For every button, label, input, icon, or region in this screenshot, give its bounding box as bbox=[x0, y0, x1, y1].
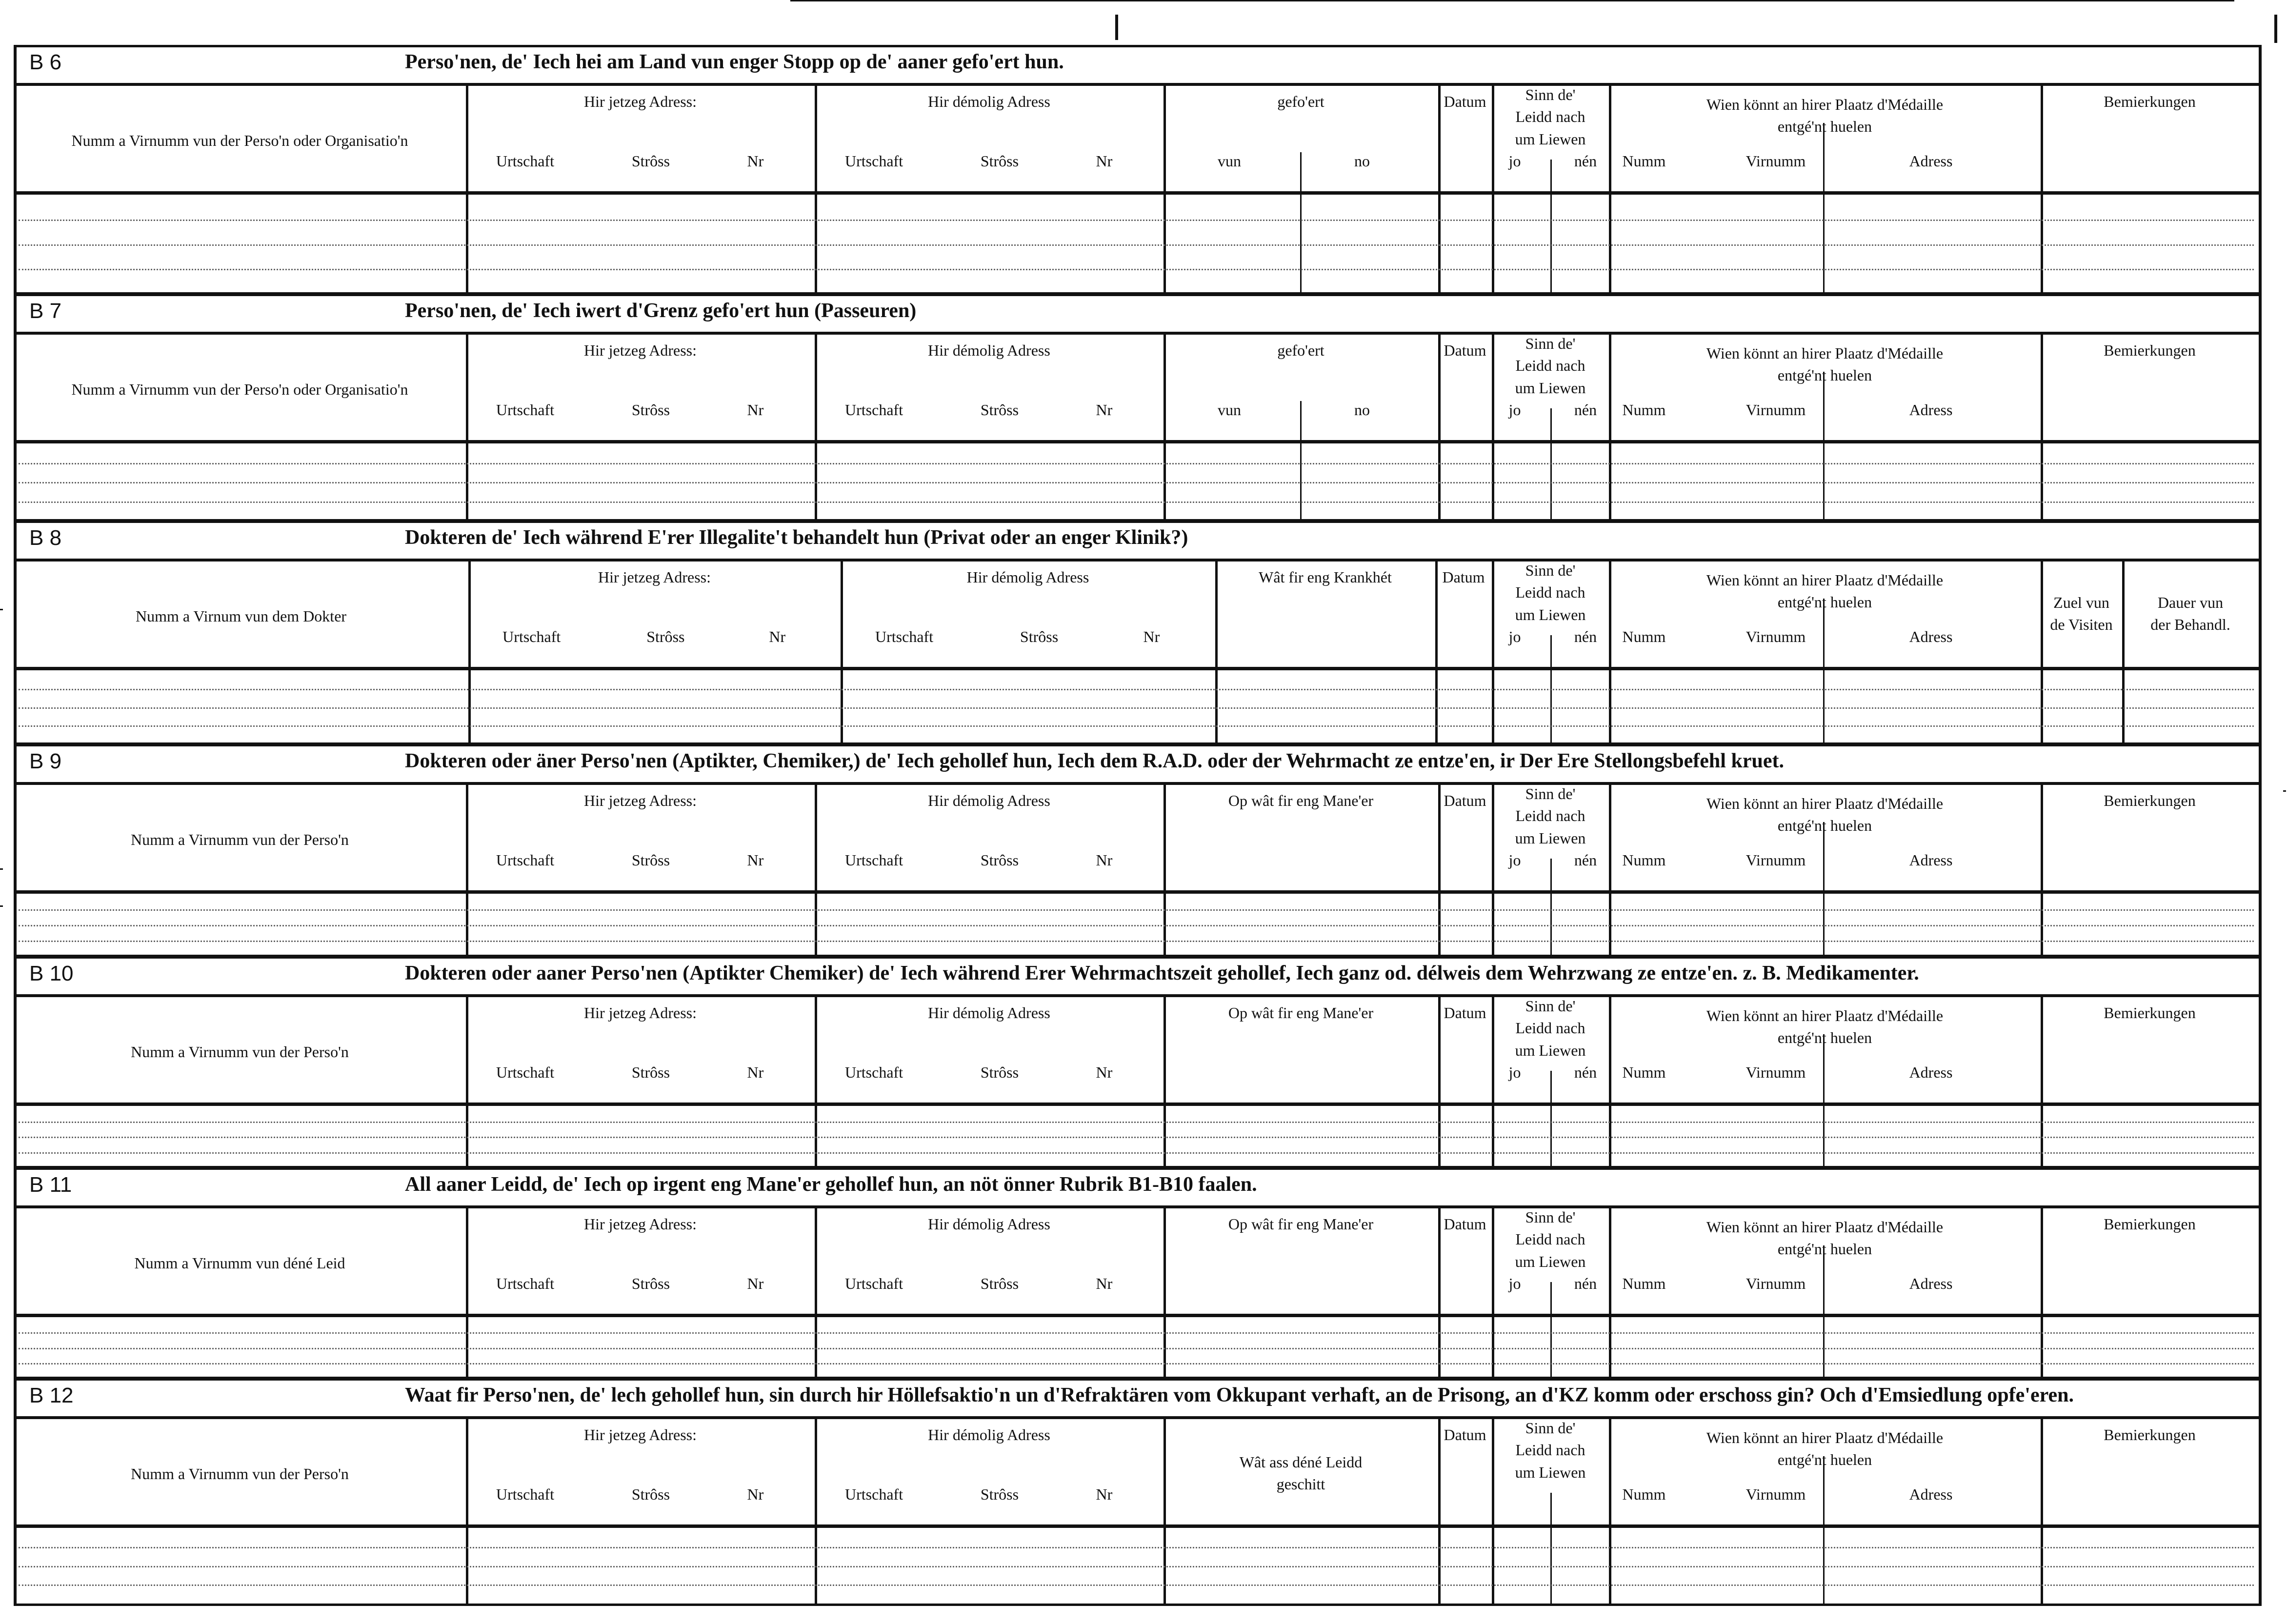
medal-firstname-label: Virnumm bbox=[1745, 851, 1806, 869]
medal-address-label: Adress bbox=[1909, 628, 1953, 645]
remarks-header: Bemierkungen bbox=[2104, 1215, 2196, 1233]
margin-tick bbox=[0, 868, 3, 870]
outer-frame-bottom bbox=[14, 1604, 2262, 1606]
former-street-label: Strôss bbox=[980, 1275, 1019, 1292]
no-label: nén bbox=[1574, 1063, 1597, 1081]
column-subdivider bbox=[1550, 408, 1552, 521]
former-address-header: Hir démolig Adress bbox=[928, 341, 1050, 359]
entry-line bbox=[19, 1584, 2254, 1586]
medal-address-label: Adress bbox=[1909, 1485, 1953, 1503]
no-label: nén bbox=[1574, 851, 1597, 869]
entry-line bbox=[19, 244, 2254, 246]
outer-frame-top bbox=[14, 45, 2262, 47]
medal-surname-label: Numm bbox=[1622, 1275, 1666, 1292]
column-divider bbox=[1164, 1205, 1166, 1378]
date-header: Datum bbox=[1444, 1215, 1486, 1233]
medal-address-label: Adress bbox=[1909, 1275, 1953, 1292]
medal-firstname-label: Virnumm bbox=[1745, 401, 1806, 419]
column-divider bbox=[1435, 559, 1438, 744]
former-number-label: Nr bbox=[1143, 628, 1160, 645]
former-street-label: Strôss bbox=[980, 851, 1019, 869]
medal-recipient-header: Wien könnt an hirer Plaatz d'Médaille entgé'nt huelen bbox=[1706, 1007, 1944, 1047]
medal-surname-label: Numm bbox=[1622, 851, 1666, 869]
entry-line bbox=[19, 1137, 2254, 1138]
medal-recipient-header: Wien könnt an hirer Plaatz d'Médaille entgé'nt huelen bbox=[1706, 795, 1944, 835]
column-divider bbox=[841, 559, 843, 744]
no-label: nén bbox=[1574, 152, 1597, 170]
current-locality-label: Urtschaft bbox=[502, 628, 561, 645]
section-separator bbox=[14, 1377, 2262, 1381]
transported-from-label: vun bbox=[1218, 152, 1241, 170]
current-address-header: Hir jetzeg Adress: bbox=[583, 341, 697, 359]
medal-firstname-label: Virnumm bbox=[1745, 628, 1806, 645]
current-locality-label: Urtschaft bbox=[496, 1275, 555, 1292]
column-subdivider bbox=[1823, 1456, 1825, 1604]
entry-line bbox=[19, 501, 2254, 503]
column-divider bbox=[1492, 559, 1494, 744]
extra-column-header: Op wât fir eng Mane'er bbox=[1228, 792, 1374, 809]
former-locality-label: Urtschaft bbox=[845, 152, 903, 170]
column-divider bbox=[1492, 1205, 1494, 1378]
column-divider bbox=[815, 332, 817, 521]
former-number-label: Nr bbox=[1096, 1063, 1113, 1081]
entry-line bbox=[19, 269, 2254, 270]
current-locality-label: Urtschaft bbox=[496, 152, 555, 170]
section-title: Dokteren de' Iech während E'rer Illegalite't behandelt hun (Privat oder an enger Klinik?) bbox=[405, 526, 1188, 549]
column-divider bbox=[1164, 83, 1166, 294]
column-subdivider bbox=[1823, 1034, 1825, 1167]
column-divider bbox=[2041, 83, 2043, 294]
column-divider bbox=[466, 332, 468, 521]
date-header: Datum bbox=[1444, 93, 1486, 110]
medal-surname-label: Numm bbox=[1622, 1063, 1666, 1081]
entry-line bbox=[19, 1566, 2254, 1567]
current-address-header: Hir jetzeg Adress: bbox=[583, 1426, 697, 1444]
header-bottom-rule bbox=[14, 1314, 2262, 1317]
current-street-label: Strôss bbox=[631, 851, 670, 869]
column-divider bbox=[2041, 559, 2043, 744]
medal-firstname-label: Virnumm bbox=[1745, 152, 1806, 170]
date-header: Datum bbox=[1444, 341, 1486, 359]
what-happened-header: Wât ass déné Leidd geschitt bbox=[1239, 1453, 1363, 1493]
column-divider bbox=[1492, 1416, 1494, 1604]
registration-mark bbox=[2274, 15, 2277, 43]
section-separator bbox=[14, 292, 2262, 296]
column-divider bbox=[1609, 1205, 1611, 1378]
name-column-header: Numm a Virnumm vun déné Leid bbox=[134, 1254, 345, 1272]
former-locality-label: Urtschaft bbox=[845, 1063, 903, 1081]
medal-recipient-header: Wien könnt an hirer Plaatz d'Médaille entgé'nt huelen bbox=[1706, 344, 1944, 384]
former-address-header: Hir démolig Adress bbox=[928, 1426, 1050, 1444]
header-bottom-rule bbox=[14, 191, 2262, 195]
former-locality-label: Urtschaft bbox=[875, 628, 934, 645]
remarks-header: Bemierkungen bbox=[2104, 93, 2196, 110]
former-number-label: Nr bbox=[1096, 401, 1113, 419]
name-column-header: Numm a Virnumm vun der Perso'n bbox=[131, 1465, 349, 1483]
remarks-header: Bemierkungen bbox=[2104, 341, 2196, 359]
header-bottom-rule bbox=[14, 1524, 2262, 1528]
former-address-header: Hir démolig Adress bbox=[928, 1004, 1050, 1022]
medal-recipient-header: Wien könnt an hirer Plaatz d'Médaille entgé'nt huelen bbox=[1706, 571, 1944, 611]
yes-label: jo bbox=[1508, 628, 1521, 645]
column-subdivider bbox=[1550, 160, 1552, 294]
entry-line bbox=[19, 725, 2254, 727]
section-separator bbox=[14, 519, 2262, 523]
outer-frame-left bbox=[14, 45, 17, 1606]
former-address-header: Hir démolig Adress bbox=[928, 93, 1050, 110]
current-number-label: Nr bbox=[747, 1275, 764, 1292]
medal-address-label: Adress bbox=[1909, 851, 1953, 869]
transported-to-label: no bbox=[1354, 152, 1370, 170]
date-header: Datum bbox=[1442, 568, 1485, 586]
current-number-label: Nr bbox=[747, 1485, 764, 1503]
section-separator bbox=[14, 955, 2262, 959]
saved-lives-header: Sinn de' Leidd nach um Liewen bbox=[1515, 86, 1586, 148]
section-band-rule bbox=[14, 332, 2262, 335]
entry-line bbox=[19, 1547, 2254, 1548]
column-divider bbox=[1609, 559, 1611, 744]
section-band-rule bbox=[14, 1205, 2262, 1208]
current-address-header: Hir jetzeg Adress: bbox=[598, 568, 711, 586]
column-divider bbox=[466, 782, 468, 956]
current-number-label: Nr bbox=[747, 152, 764, 170]
current-street-label: Strôss bbox=[631, 1275, 670, 1292]
column-divider bbox=[1438, 332, 1441, 521]
column-divider bbox=[2041, 332, 2043, 521]
name-column-header: Numm a Virnumm vun der Perso'n oder Organisatio'n bbox=[71, 381, 408, 398]
medal-recipient-header: Wien könnt an hirer Plaatz d'Médaille entgé'nt huelen bbox=[1706, 1429, 1944, 1469]
column-divider bbox=[1609, 332, 1611, 521]
top-edge-rule bbox=[790, 0, 2234, 1]
current-locality-label: Urtschaft bbox=[496, 401, 555, 419]
medal-address-label: Adress bbox=[1909, 152, 1953, 170]
transported-header: gefo'ert bbox=[1277, 93, 1324, 110]
entry-line bbox=[19, 1122, 2254, 1123]
column-divider bbox=[468, 559, 471, 744]
saved-lives-header: Sinn de' Leidd nach um Liewen bbox=[1515, 785, 1586, 847]
section-band-rule bbox=[14, 994, 2262, 997]
column-divider bbox=[2041, 994, 2043, 1167]
section-code: B 10 bbox=[29, 962, 74, 985]
saved-lives-header: Sinn de' Leidd nach um Liewen bbox=[1515, 1419, 1586, 1481]
medal-recipient-header: Wien könnt an hirer Plaatz d'Médaille entgé'nt huelen bbox=[1706, 96, 1944, 136]
column-divider bbox=[1438, 994, 1441, 1167]
current-street-label: Strôss bbox=[631, 1485, 670, 1503]
section-code: B 9 bbox=[29, 749, 62, 773]
column-subdivider bbox=[1823, 123, 1825, 294]
medal-recipient-header: Wien könnt an hirer Plaatz d'Médaille entgé'nt huelen bbox=[1706, 1218, 1944, 1258]
entry-line bbox=[19, 689, 2254, 690]
entry-line bbox=[19, 1152, 2254, 1154]
section-title: All aaner Leidd, de' Iech op irgent eng Mane'er gehollef hun, an nöt önner Rubrik B1-B10 faalen. bbox=[405, 1173, 1257, 1196]
extra-column-header: Op wât fir eng Mane'er bbox=[1228, 1215, 1374, 1233]
column-divider bbox=[1438, 1416, 1441, 1604]
header-bottom-rule bbox=[14, 667, 2262, 670]
transported-from-label: vun bbox=[1218, 401, 1241, 419]
former-street-label: Strôss bbox=[980, 1063, 1019, 1081]
visits-count-header: Zuel vun de Visiten bbox=[2050, 594, 2113, 634]
section-title: Dokteren oder aaner Perso'nen (Aptikter Chemiker) de' Iech während Erer Wehrmachtszeit gehollef, Iech ganz od. délweis dem Wehrzwang ze entze'en. z. B. Medikamenter. bbox=[405, 962, 1919, 984]
medal-surname-label: Numm bbox=[1622, 401, 1666, 419]
column-divider bbox=[1438, 1205, 1441, 1378]
section-title: Perso'nen, de' Iech iwert d'Grenz gefo'ert hun (Passeuren) bbox=[405, 300, 917, 322]
medal-firstname-label: Virnumm bbox=[1745, 1485, 1806, 1503]
remarks-header: Bemierkungen bbox=[2104, 792, 2196, 809]
current-locality-label: Urtschaft bbox=[496, 851, 555, 869]
current-number-label: Nr bbox=[769, 628, 786, 645]
entry-line bbox=[19, 463, 2254, 464]
section-band-rule bbox=[14, 83, 2262, 86]
medal-firstname-label: Virnumm bbox=[1745, 1275, 1806, 1292]
column-divider bbox=[2041, 1416, 2043, 1604]
saved-lives-header: Sinn de' Leidd nach um Liewen bbox=[1515, 561, 1586, 623]
current-locality-label: Urtschaft bbox=[496, 1063, 555, 1081]
current-street-label: Strôss bbox=[631, 401, 670, 419]
date-header: Datum bbox=[1444, 1004, 1486, 1022]
name-column-header: Numm a Virnumm vun der Perso'n bbox=[131, 831, 349, 848]
section-separator bbox=[14, 1166, 2262, 1170]
current-number-label: Nr bbox=[747, 401, 764, 419]
treatment-duration-header: Dauer vun der Behandl. bbox=[2150, 594, 2230, 634]
column-divider bbox=[466, 994, 468, 1167]
column-divider bbox=[815, 1205, 817, 1378]
column-subdivider bbox=[1300, 152, 1302, 294]
remarks-header: Bemierkungen bbox=[2104, 1004, 2196, 1022]
column-divider bbox=[815, 83, 817, 294]
column-divider bbox=[1215, 559, 1218, 744]
name-column-header: Numm a Virnum vun dem Dokter bbox=[135, 607, 347, 625]
section-title: Perso'nen, de' Iech hei am Land vun enger Stopp op de' aaner gefo'ert hun. bbox=[405, 51, 1064, 73]
former-number-label: Nr bbox=[1096, 1485, 1113, 1503]
registration-mark bbox=[1115, 15, 1118, 40]
no-label: nén bbox=[1574, 401, 1597, 419]
medal-firstname-label: Virnumm bbox=[1745, 1063, 1806, 1081]
former-locality-label: Urtschaft bbox=[845, 1485, 903, 1503]
former-street-label: Strôss bbox=[980, 1485, 1019, 1503]
former-locality-label: Urtschaft bbox=[845, 401, 903, 419]
header-bottom-rule bbox=[14, 1103, 2262, 1106]
section-band-rule bbox=[14, 559, 2262, 561]
yes-label: jo bbox=[1508, 1063, 1521, 1081]
former-number-label: Nr bbox=[1096, 1275, 1113, 1292]
current-address-header: Hir jetzeg Adress: bbox=[583, 93, 697, 110]
column-divider bbox=[1492, 782, 1494, 956]
yes-label: jo bbox=[1508, 401, 1521, 419]
former-street-label: Strôss bbox=[980, 401, 1019, 419]
medal-surname-label: Numm bbox=[1622, 1485, 1666, 1503]
yes-label: jo bbox=[1508, 1275, 1521, 1292]
section-separator bbox=[14, 742, 2262, 746]
column-divider bbox=[2041, 782, 2043, 956]
former-address-header: Hir démolig Adress bbox=[928, 1215, 1050, 1233]
medal-surname-label: Numm bbox=[1622, 152, 1666, 170]
current-street-label: Strôss bbox=[631, 1063, 670, 1081]
section-code: B 7 bbox=[29, 299, 62, 323]
column-divider bbox=[1609, 83, 1611, 294]
column-subdivider bbox=[1823, 372, 1825, 521]
margin-tick bbox=[2283, 790, 2286, 792]
former-street-label: Strôss bbox=[1020, 628, 1059, 645]
column-divider bbox=[1164, 332, 1166, 521]
yes-label: jo bbox=[1508, 851, 1521, 869]
margin-tick bbox=[0, 609, 3, 610]
column-divider bbox=[466, 83, 468, 294]
current-locality-label: Urtschaft bbox=[496, 1485, 555, 1503]
no-label: nén bbox=[1574, 1275, 1597, 1292]
entry-line bbox=[19, 482, 2254, 483]
no-label: nén bbox=[1574, 628, 1597, 645]
current-address-header: Hir jetzeg Adress: bbox=[583, 1215, 697, 1233]
entry-line bbox=[19, 941, 2254, 942]
saved-lives-header: Sinn de' Leidd nach um Liewen bbox=[1515, 335, 1586, 397]
column-divider bbox=[1609, 994, 1611, 1167]
section-code: B 11 bbox=[29, 1173, 72, 1197]
column-divider bbox=[815, 1416, 817, 1604]
outer-frame-right bbox=[2259, 45, 2262, 1606]
former-locality-label: Urtschaft bbox=[845, 1275, 903, 1292]
former-address-header: Hir démolig Adress bbox=[928, 792, 1050, 809]
current-address-header: Hir jetzeg Adress: bbox=[583, 792, 697, 809]
column-divider bbox=[1492, 83, 1494, 294]
column-divider bbox=[1438, 83, 1441, 294]
former-number-label: Nr bbox=[1096, 152, 1113, 170]
section-band-rule bbox=[14, 782, 2262, 785]
transported-header: gefo'ert bbox=[1277, 341, 1324, 359]
section-code: B 8 bbox=[29, 526, 62, 550]
name-column-header: Numm a Virnumm vun der Perso'n bbox=[131, 1043, 349, 1061]
entry-line bbox=[19, 925, 2254, 926]
entry-line bbox=[19, 1363, 2254, 1364]
column-divider bbox=[2122, 559, 2125, 744]
column-divider bbox=[1609, 782, 1611, 956]
extra-column-header: Op wât fir eng Mane'er bbox=[1228, 1004, 1374, 1022]
medal-address-label: Adress bbox=[1909, 1063, 1953, 1081]
saved-lives-header: Sinn de' Leidd nach um Liewen bbox=[1515, 997, 1586, 1059]
header-bottom-rule bbox=[14, 890, 2262, 894]
section-code: B 6 bbox=[29, 50, 62, 74]
former-address-header: Hir démolig Adress bbox=[966, 568, 1089, 586]
section-title: Dokteren oder äner Perso'nen (Aptikter, Chemiker,) de' Iech gehollef hun, Iech dem R.A.D. oder der Wehrmacht ze entze'en, ir Der Ere Stellongsbefehl kruet. bbox=[405, 750, 1784, 772]
column-subdivider bbox=[1823, 822, 1825, 956]
column-divider bbox=[815, 782, 817, 956]
date-header: Datum bbox=[1444, 1426, 1486, 1444]
column-subdivider bbox=[1823, 1245, 1825, 1378]
date-header: Datum bbox=[1444, 792, 1486, 809]
column-divider bbox=[1492, 332, 1494, 521]
margin-tick bbox=[0, 905, 3, 907]
current-address-header: Hir jetzeg Adress: bbox=[583, 1004, 697, 1022]
medal-surname-label: Numm bbox=[1622, 628, 1666, 645]
column-divider bbox=[1164, 782, 1166, 956]
former-street-label: Strôss bbox=[980, 152, 1019, 170]
current-street-label: Strôss bbox=[631, 152, 670, 170]
yes-label: jo bbox=[1508, 152, 1521, 170]
column-divider bbox=[1438, 782, 1441, 956]
former-number-label: Nr bbox=[1096, 851, 1113, 869]
column-divider bbox=[466, 1416, 468, 1604]
entry-line bbox=[19, 220, 2254, 221]
column-divider bbox=[2041, 1205, 2043, 1378]
entry-line bbox=[19, 707, 2254, 709]
column-divider bbox=[1609, 1416, 1611, 1604]
extra-column-header: Wât fir eng Krankhét bbox=[1259, 568, 1392, 586]
current-number-label: Nr bbox=[747, 851, 764, 869]
entry-line bbox=[19, 1332, 2254, 1334]
section-band-rule bbox=[14, 1416, 2262, 1419]
section-code: B 12 bbox=[29, 1383, 74, 1407]
current-number-label: Nr bbox=[747, 1063, 764, 1081]
column-divider bbox=[815, 994, 817, 1167]
entry-line bbox=[19, 1348, 2254, 1349]
entry-line bbox=[19, 909, 2254, 911]
former-locality-label: Urtschaft bbox=[845, 851, 903, 869]
column-divider bbox=[1492, 994, 1494, 1167]
header-bottom-rule bbox=[14, 440, 2262, 443]
column-divider bbox=[1164, 1416, 1166, 1604]
column-divider bbox=[466, 1205, 468, 1378]
remarks-header: Bemierkungen bbox=[2104, 1426, 2196, 1444]
medal-address-label: Adress bbox=[1909, 401, 1953, 419]
section-title: Waat fir Perso'nen, de' lech gehollef hun, sin durch hir Höllefsaktio'n un d'Refraktären vom Okkupant verhaft, an de Prisong, an d'KZ komm oder erschoss gin? Och d'Emsiedlung opfe'eren. bbox=[405, 1384, 2074, 1406]
column-divider bbox=[1164, 994, 1166, 1167]
name-column-header: Numm a Virnumm vun der Perso'n oder Organisatio'n bbox=[71, 132, 408, 149]
transported-to-label: no bbox=[1354, 401, 1370, 419]
current-street-label: Strôss bbox=[646, 628, 685, 645]
saved-lives-header: Sinn de' Leidd nach um Liewen bbox=[1515, 1208, 1586, 1270]
column-subdivider bbox=[1823, 599, 1825, 744]
